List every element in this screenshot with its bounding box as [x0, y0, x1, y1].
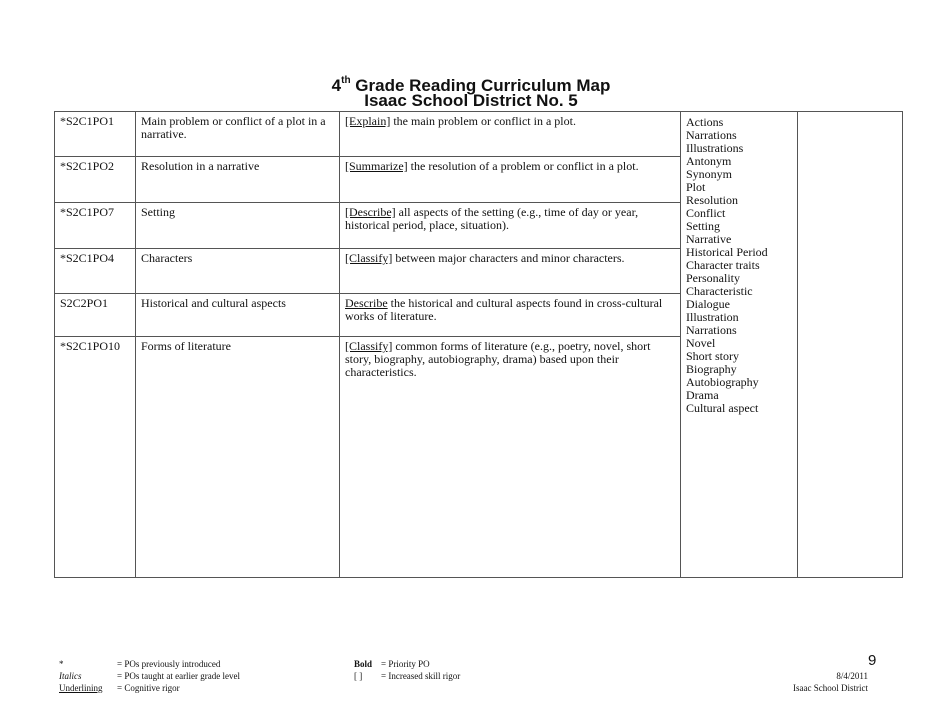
legend-symbol: Underlining	[59, 683, 103, 693]
legend-symbol: Italics	[59, 671, 82, 681]
vocabulary-term: Narrations	[686, 128, 737, 142]
legend-desc: = Increased skill rigor	[381, 671, 461, 681]
vocabulary-term: Illustrations	[686, 141, 744, 155]
po-code-cell: *S2C1PO2	[55, 157, 136, 203]
legend-desc: = POs previously introduced	[117, 659, 221, 669]
po-code-cell: S2C2PO1	[55, 294, 136, 337]
objective-text: all aspects of the setting (e.g., time of day or year, historical period, place, situation).	[345, 205, 639, 232]
legend-symbols-2	[354, 658, 372, 682]
curriculum-table	[54, 111, 903, 578]
page-subtitle: Isaac School District No. 5	[364, 91, 578, 110]
vocabulary-term: Short story	[686, 349, 740, 363]
topic-cell: Main problem or conflict of a plot in a narrative.	[136, 112, 340, 157]
vocabulary-term: Historical Period	[686, 245, 768, 259]
skill-verb: [Explain]	[345, 114, 391, 128]
po-code-cell: *S2C1PO1	[55, 112, 136, 157]
title-superscript: th	[341, 75, 351, 86]
topic-cell: Resolution in a narrative	[136, 157, 340, 203]
vocabulary-term: Conflict	[686, 206, 726, 220]
skill-verb: [Classify]	[345, 339, 393, 353]
skill-verb: [Classify]	[345, 251, 393, 265]
title-grade: 4	[331, 76, 342, 95]
po-code-cell: *S2C1PO10	[55, 337, 136, 578]
vocabulary-term: Antonym	[686, 154, 732, 168]
legend-symbol: [ ]	[354, 671, 363, 681]
footer-district: Isaac School District	[793, 683, 868, 693]
objective-text: between major characters and minor characters.	[392, 251, 625, 265]
objective-text: the historical and cultural aspects found in cross-cultural works of literature.	[345, 296, 663, 323]
objective-text: the resolution of a problem or conflict in a plot.	[407, 159, 639, 173]
vocabulary-term: Character traits	[686, 258, 760, 272]
vocabulary-cell	[681, 112, 798, 578]
vocabulary-term: Actions	[686, 115, 724, 129]
legend-desc: = Priority PO	[381, 659, 430, 669]
legend-desc: = POs taught at earlier grade level	[117, 671, 241, 681]
vocabulary-term: Cultural aspect	[686, 401, 759, 415]
vocabulary-term: Synonym	[686, 167, 733, 181]
skill-verb: [Describe]	[345, 205, 396, 219]
footer-date: 8/4/2011	[836, 671, 868, 681]
objective-cell	[340, 294, 681, 337]
skill-verb: [Summarize]	[345, 159, 408, 173]
vocabulary-term: Resolution	[686, 193, 739, 207]
legend-descriptions	[117, 658, 240, 694]
vocabulary-term: Plot	[686, 180, 706, 194]
vocabulary-term: Novel	[686, 336, 716, 350]
objective-text: common forms of literature (e.g., poetry, novel, short story, biography, autobiography, drama) based upon their characteristics.	[345, 339, 651, 379]
page-number: 9	[868, 652, 877, 669]
topic-cell: Forms of literature	[136, 337, 340, 578]
vocabulary-term: Biography	[686, 362, 737, 376]
topic-cell: Historical and cultural aspects	[136, 294, 340, 337]
legend-symbol: *	[59, 659, 64, 669]
objective-text: the main problem or conflict in a plot.	[390, 114, 576, 128]
legend-symbols	[59, 658, 103, 694]
objective-cell	[340, 112, 681, 157]
po-code-cell: *S2C1PO7	[55, 203, 136, 249]
footer-date-block	[793, 670, 868, 694]
blank-cell	[798, 112, 903, 578]
objective-cell	[340, 157, 681, 203]
objective-cell	[340, 337, 681, 578]
vocabulary-term: Narrations	[686, 323, 737, 337]
vocabulary-term: Drama	[686, 388, 719, 402]
objective-cell	[340, 203, 681, 249]
po-code-cell: *S2C1PO4	[55, 249, 136, 294]
vocabulary-term: Personality	[686, 271, 740, 285]
objective-cell	[340, 249, 681, 294]
topic-cell: Characters	[136, 249, 340, 294]
title-text: Grade Reading Curriculum Map	[350, 76, 611, 95]
vocabulary-term: Setting	[686, 219, 721, 233]
table-row	[55, 112, 903, 157]
legend-symbol: Bold	[354, 659, 373, 669]
vocabulary-term: Illustration	[686, 310, 739, 324]
vocabulary-term: Characteristic	[686, 284, 753, 298]
topic-cell: Setting	[136, 203, 340, 249]
vocabulary-term: Autobiography	[686, 375, 759, 389]
vocabulary-term: Dialogue	[686, 297, 730, 311]
skill-verb: Describe	[345, 296, 388, 310]
legend-desc: = Cognitive rigor	[117, 683, 180, 693]
vocabulary-term: Narrative	[686, 232, 732, 246]
legend-descriptions-2	[381, 658, 460, 682]
